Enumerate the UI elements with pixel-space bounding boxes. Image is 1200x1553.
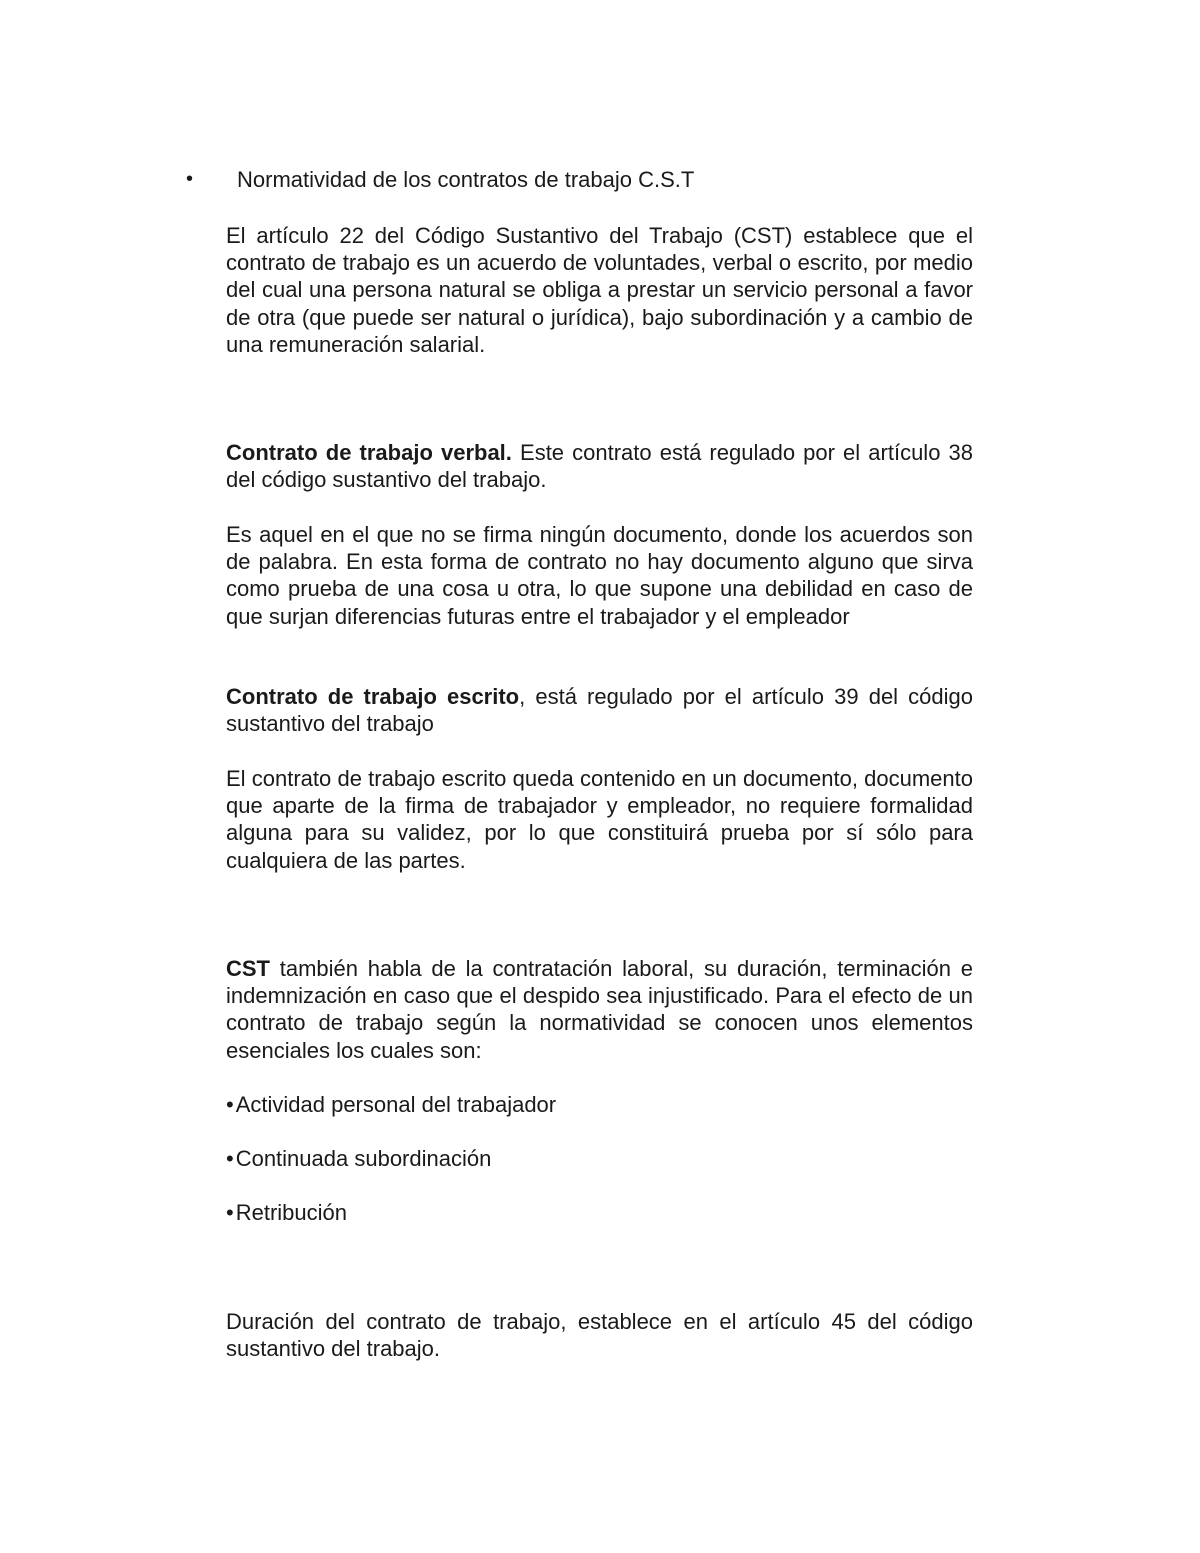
intro-paragraph (226, 222, 973, 358)
duration-text: Duración del contrato de trabajo, establece en el artículo 45 del código sustantivo del trabajo. (226, 1309, 973, 1362)
written-contract-paragraph (226, 683, 973, 737)
heading-bullet: • (186, 168, 194, 190)
verbal-description-text: Es aquel en el que no se firma ningún documento, donde los acuerdos son de palabra. En esta forma de contrato no hay documento alguno que sirva como prueba de una cosa u otra, lo que supone una debilidad en caso de que surjan diferencias futuras entre el trabajador y el empleador (226, 522, 973, 629)
verbal-contract-text: Este contrato está regulado por el artículo 38 del código sustantivo del trabajo. (226, 440, 973, 493)
written-contract-description (226, 765, 973, 874)
list-bullet: • (226, 1200, 234, 1225)
written-contract-text: , está regulado por el artículo 39 del código sustantivo del trabajo (226, 684, 974, 737)
duration-paragraph (226, 1308, 973, 1362)
list-item (226, 1145, 491, 1172)
list-item (226, 1091, 556, 1118)
cst-paragraph (226, 955, 973, 1064)
written-description-text: El contrato de trabajo escrito queda contenido en un documento, documento que aparte de la firma de trabajador y empleador, no requiere formalidad alguna para su validez, por lo que constituirá prueba por sí sólo para cualquiera de las partes. (226, 766, 973, 873)
verbal-contract-description (226, 521, 973, 630)
list-item-text: Continuada subordinación (235, 1146, 492, 1171)
list-item-text: Actividad personal del trabajador (235, 1092, 557, 1117)
verbal-contract-paragraph (226, 439, 973, 493)
list-item-text: Retribución (235, 1200, 347, 1225)
cst-title: CST (226, 956, 270, 981)
list-item (226, 1199, 347, 1226)
heading-text: Normatividad de los contratos de trabajo C.S.T (237, 167, 695, 192)
cst-text: también habla de la contratación laboral, su duración, terminación e indemnización en caso que el despido sea injustificado. Para el efecto de un contrato de trabajo según la normatividad se conocen unos elementos esenciales los cuales son: (226, 956, 973, 1063)
written-contract-title: Contrato de trabajo escrito (226, 684, 520, 709)
list-bullet: • (226, 1146, 234, 1171)
verbal-contract-title: Contrato de trabajo verbal. (226, 440, 512, 465)
list-bullet: • (226, 1092, 234, 1117)
intro-text: El artículo 22 del Código Sustantivo del Trabajo (CST) establece que el contrato de trabajo es un acuerdo de voluntades, verbal o escrito, por medio del cual una persona natural se obliga a prestar un servicio personal a favor de otra (que puede ser natural o jurídica), bajo subordinación y a cambio de una remuneración salarial. (226, 223, 973, 357)
